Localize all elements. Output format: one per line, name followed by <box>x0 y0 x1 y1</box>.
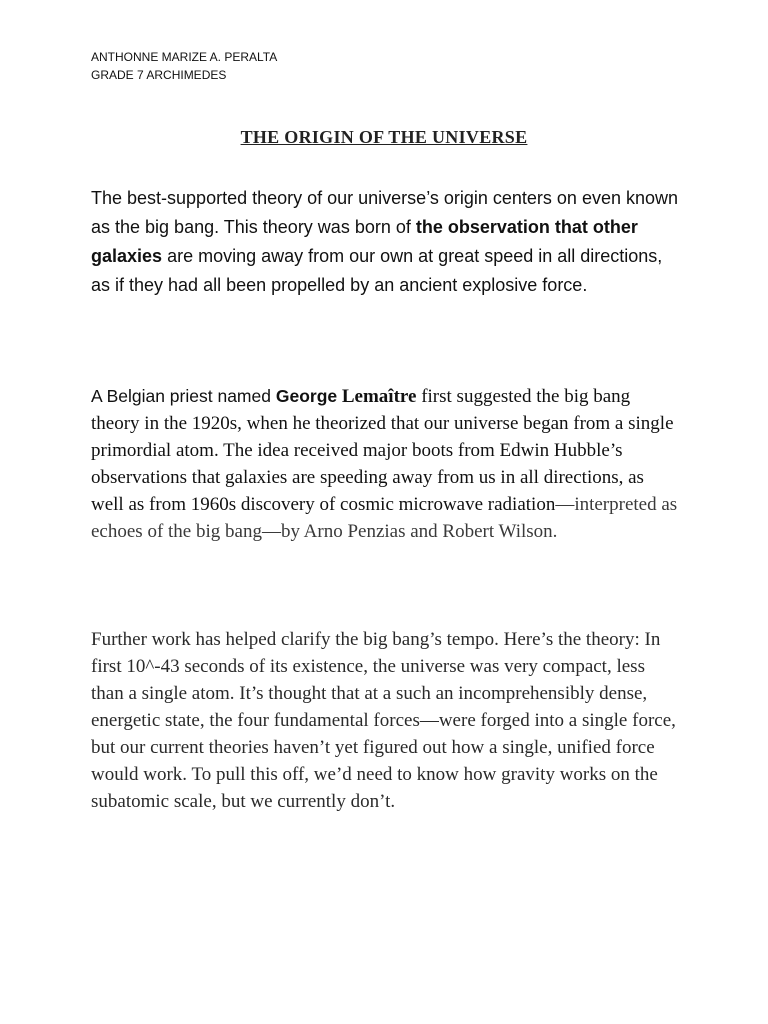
paragraph-1-bold: the observation that other galaxies <box>91 217 638 266</box>
paragraph-2-text-b: first suggested the big bang theory in the 1920s, when he theorized that our universe began from a single primordial atom. The idea received major boots from Edwin Hubble’s observations that galaxies are speeding away from us in all directions, as well as from 1960s discovery of cosmic microwave radiation <box>91 386 674 515</box>
paragraph-2-bold-name: George <box>275 386 338 406</box>
document-title: THE ORIGIN OF THE UNIVERSE <box>240 127 528 147</box>
paragraph-2 <box>91 383 681 545</box>
paragraph-2-bold-surname: Lemaître <box>337 386 417 407</box>
author-name: ANTHONNE MARIZE A. PERALTA <box>91 50 278 64</box>
paragraph-1-text-a: The best-supported theory of our universe’s origin centers on even known as the big bang. This theory was born of <box>91 188 679 237</box>
paragraph-1 <box>91 184 681 300</box>
paragraph-3: Further work has helped clarify the big bang’s tempo. Here’s the theory: In first 10^-43 seconds of its existence, the universe was very compact, less than a single atom. It’s thought that at a such an incomprehensibly dense, energetic state, the four fundamental forces—were forged into a single force, but our current theories haven’t yet figured out how a single, unified force would work. To pull this off, we’d need to know how gravity works on the subatomic scale, but we currently don’t. <box>91 629 676 812</box>
paragraph-2-text-c: —interpreted as echoes of the big bang—by Arno Penzias and Robert Wilson. <box>91 494 678 542</box>
grade-section: GRADE 7 ARCHIMEDES <box>91 68 227 82</box>
document-header <box>91 48 277 84</box>
paragraph-2-text-a: A Belgian priest named <box>91 386 276 406</box>
paragraph-1-text-b: are moving away from our own at great speed in all directions, as if they had all been propelled by an ancient explosive force. <box>91 246 663 295</box>
